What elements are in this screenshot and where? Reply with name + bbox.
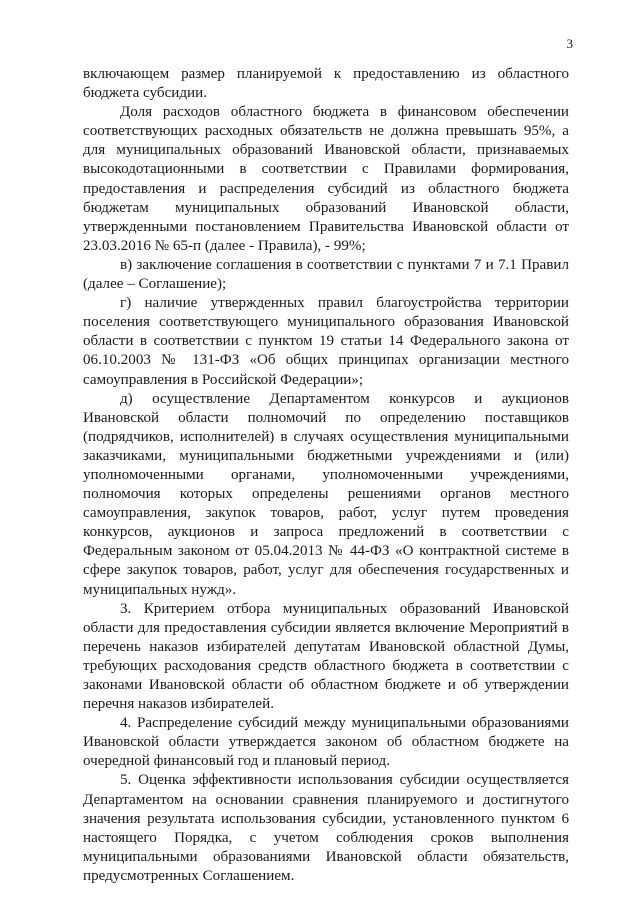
paragraph-item-g: г) наличие утвержденных правил благоустройства территории поселения соответствующего муниципального образования Ивановской области в соответствии с пунктом 19 статьи 14 Федерального закона от 06.10.2003 № 131-ФЗ «Об общих принципах организации местного самоуправления в Российской Федерации»; <box>83 295 569 388</box>
page-number: 3 <box>566 36 573 51</box>
paragraph-section-3: 3. Критерием отбора муниципальных образований Ивановской области для предоставления субсидии является включение Мероприятий в перечень наказов избирателей депутатам Ивановской областной Думы, требующих расходования средств областного бюджета в соответствии с законами Ивановской области об областном бюджете и об утверждении перечня наказов избирателей. <box>83 600 569 713</box>
paragraph-item-v: в) заключение соглашения в соответствии с пунктами 7 и 7.1 Правил (далее – Соглашение); <box>83 256 569 293</box>
document-body <box>83 65 569 886</box>
paragraph-item-d: д) осуществление Департаментом конкурсов и аукционов Ивановской области полномочий по определению поставщиков (подрядчиков, исполнителей) в случаях осуществления муниципальными заказчиками, муниципальными бюджетными учреждениями и (или) уполномоченными органами, уполномоченными учреждениями, полномочия которых определены решениями органов местного самоуправления, закупок товаров, работ, услуг путем проведения конкурсов, аукционов и запроса предложений в соответствии с Федеральным законом от 05.04.2013 № 44-ФЗ «О контрактной системе в сфере закупок товаров, работ, услуг для обеспечения государственных и муниципальных нужд». <box>83 390 569 598</box>
paragraph-section-4: 4. Распределение субсидий между муниципальными образованиями Ивановской области утверждается законом об областном бюджете на очередной финансовый год и плановый период. <box>83 715 569 770</box>
paragraph-intro-continuation: включающем размер планируемой к предоставлению из областного бюджета субсидии. <box>83 66 569 102</box>
paragraph-budget-share: Доля расходов областного бюджета в финансовом обеспечении соответствующих расходных обязательств не должна превышать 95%, а для муниципальных образований Ивановской области, признаваемых высокодотационными в соответствии с Правилами формирования, предоставления и распределения субсидий из областного бюджета бюджетам муниципальных образований Ивановской области, утвержденными постановлением Правительства Ивановской области от 23.03.2016 № 65-п (далее - Правила), - 99%; <box>83 104 569 254</box>
paragraph-section-5: 5. Оценка эффективности использования субсидии осуществляется Департаментом на основании сравнения планируемого и достигнутого значения результата использования субсидии, установленного пунктом 6 настоящего Порядка, с учетом соблюдения сроков выполнения муниципальными образованиями Ивановской области обязательств, предусмотренных Соглашением. <box>83 772 569 884</box>
